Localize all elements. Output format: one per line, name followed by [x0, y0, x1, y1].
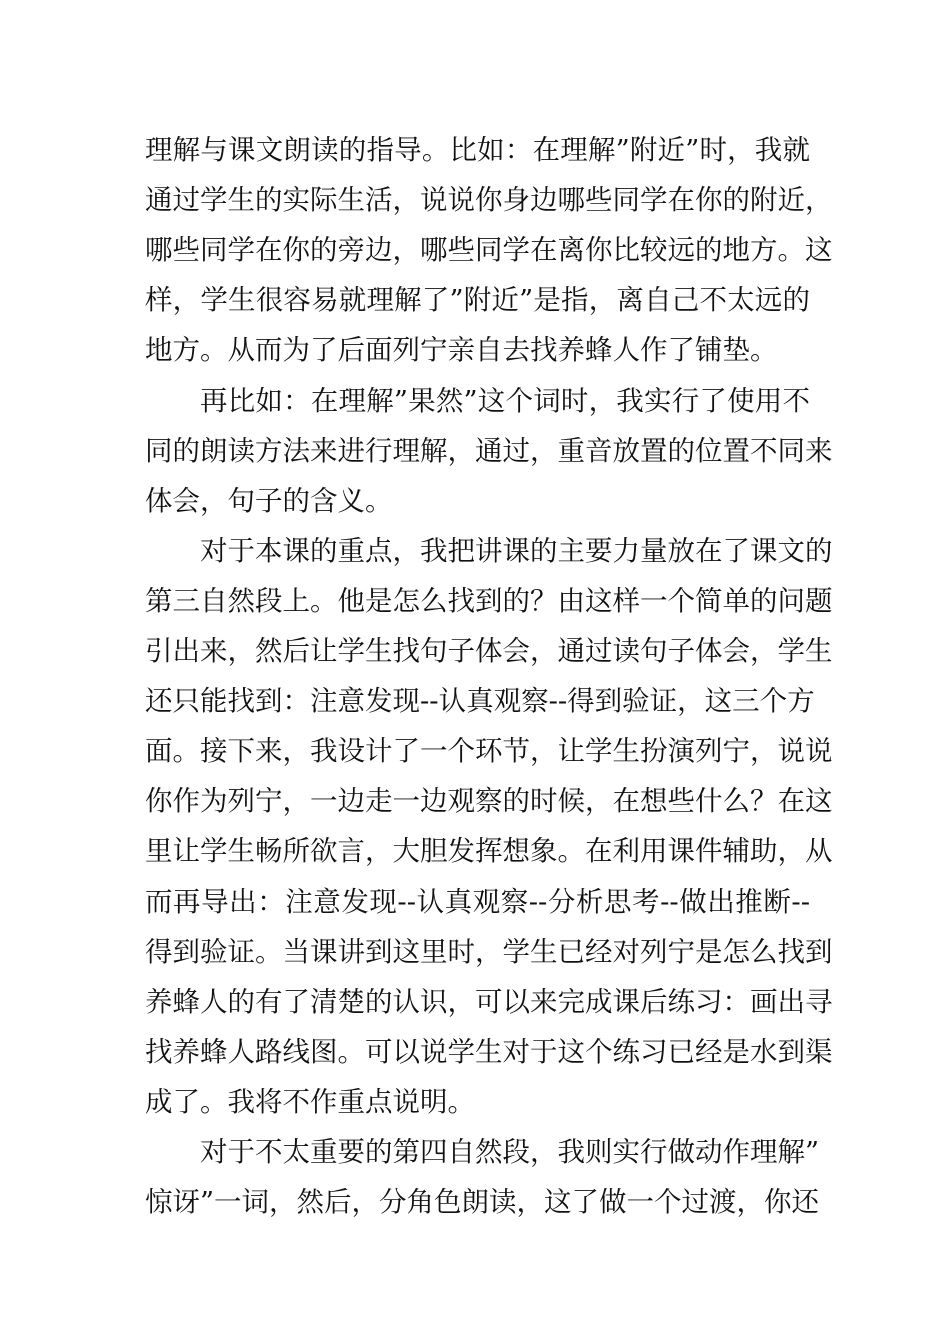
text-line: 同的朗读方法来进行理解，通过，重音放置的位置不同来	[145, 434, 833, 467]
text-line: 再比如：在理解”果然”这个词时，我实行了使用不	[200, 384, 810, 417]
text-line: 理解与课文朗读的指导。比如：在理解”附近”时，我就	[145, 134, 810, 166]
text-line: 还只能找到：注意发现--认真观察--得到验证，这三个方	[145, 685, 815, 718]
text-line: 对于不太重要的第四自然段，我则实行做动作理解”	[200, 1136, 820, 1168]
text-line: 样，学生很容易就理解了”附近”是指，离自己不太远的	[145, 284, 810, 317]
text-line: 养蜂人的有了清楚的认识，可以来完成课后练习：画出寻	[145, 985, 833, 1018]
text-line: 而再导出：注意发现--认真观察--分析思考--做出推断--	[145, 885, 810, 918]
text-line: 找养蜂人路线图。可以说学生对于这个练习已经是水到渠	[145, 1035, 833, 1068]
text-line: 得到验证。当课讲到这里时，学生已经对列宁是怎么找到	[145, 935, 833, 968]
text-line: 哪些同学在你的旁边，哪些同学在离你比较远的地方。这	[145, 234, 833, 267]
text-line: 对于本课的重点，我把讲课的主要力量放在了课文的	[200, 534, 833, 567]
text-line: 引出来，然后让学生找句子体会，通过读句子体会，学生	[145, 635, 833, 667]
text-line: 体会，句子的含义。	[145, 484, 393, 517]
text-line: 惊讶”一词，然后，分角色朗读，这了做一个过渡，你还	[145, 1186, 820, 1219]
text-line: 第三自然段上。他是怎么找到的？由这样一个简单的问题	[145, 584, 833, 617]
text-line: 通过学生的实际生活，说说你身边哪些同学在你的附近，	[145, 184, 833, 217]
text-line: 你作为列宁，一边走一边观察的时候，在想些什么？在这	[145, 785, 833, 818]
text-line: 地方。从而为了后面列宁亲自去找养蜂人作了铺垫。	[145, 334, 778, 367]
text-line: 成了。我将不作重点说明。	[145, 1085, 475, 1118]
text-line: 面。接下来，我设计了一个环节，让学生扮演列宁，说说	[145, 735, 833, 768]
text-line: 里让学生畅所欲言，大胆发挥想象。在利用课件辅助，从	[145, 835, 833, 868]
